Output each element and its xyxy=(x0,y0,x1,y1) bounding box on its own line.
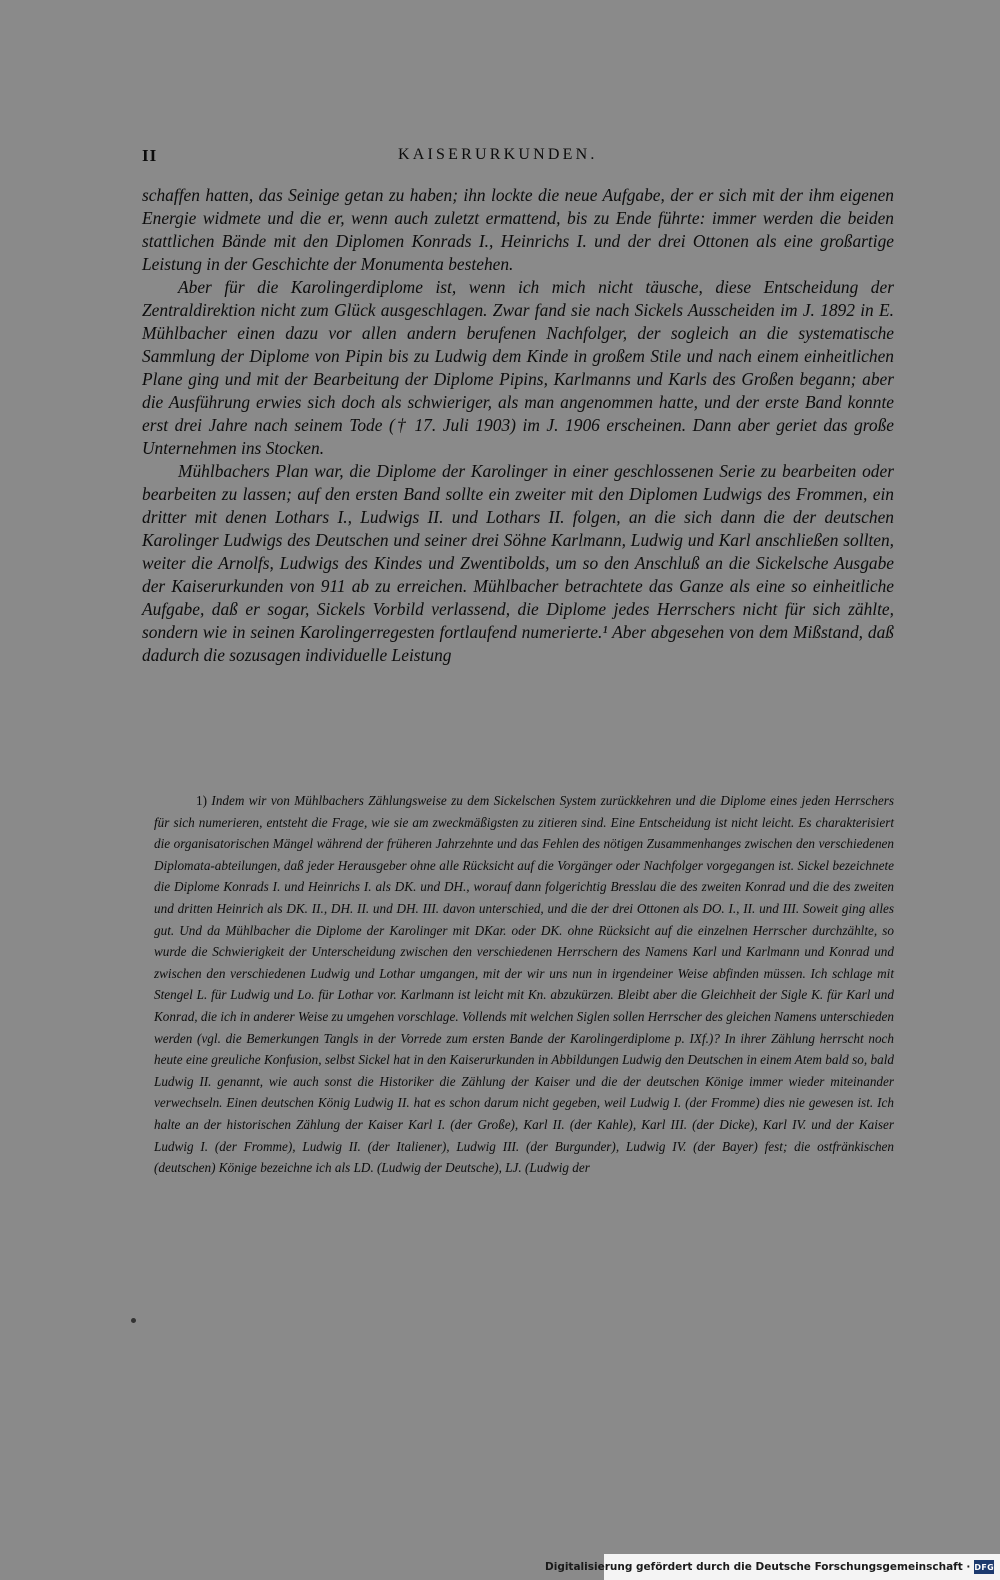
footer-credit: Digitalisierung gefördert durch die Deutsche Forschungsgemeinschaft · xyxy=(545,1561,971,1573)
dfg-logo xyxy=(974,1560,994,1574)
paragraph-2: Aber für die Karolingerdiplome ist, wenn ich mich nicht täusche, diese Entscheidung der Zentraldirektion nicht zum Glück ausgeschlagen. Zwar fand sie nach Sickels Ausscheiden im J. 1892 in E. Mühlbacher einen dazu vor allen andern berufenen Nachfolger, der sogleich an die systematische Sammlung der Diplome von Pipin bis zu Ludwig dem Kinde in großem Stile und nach einem einheitlichen Plane ging und mit der Bearbeitung der Diplome Pipins, Karlmanns und Karls des Großen begann; aber die Ausführung erwies sich doch als schwieriger, als man angenommen hatte, und der erste Band konnte erst drei Jahre nach seinem Tode († 17. Juli 1903) im J. 1906 erscheinen. Dann aber geriet das große Unternehmen ins Stocken. xyxy=(142,277,894,458)
footnotes xyxy=(154,790,894,1179)
paragraph-3: Mühlbachers Plan war, die Diplome der Karolinger in einer geschlossenen Serie zu bearbeiten oder bearbeiten zu lassen; auf den ersten Band sollte ein zweiter mit den Diplomen Ludwigs des Frommen, ein dritter mit denen Lothars I., Ludwigs II. und Lothars II. folgen, an die sich dann die der deutschen Karolinger Ludwigs des Deutschen und seiner drei Söhne Karlmann, Ludwig und Karl anschließen sollten, weiter die Arnolfs, Ludwigs des Kindes und Zwentibolds, um so den Anschluß an die Sickelsche Ausgabe der Kaiserurkunden von 911 ab zu erreichen. Mühlbacher betrachtete das Ganze als eine so einheitliche Aufgabe, daß er sogar, Sickels Vorbild verlassend, die Diplome jedes Herrschers nicht für sich zählte, sondern wie in seinen Karolingerregesten fortlaufend numerierte.¹ Aber abgesehen von dem Mißstand, daß dadurch die sozusagen individuelle Leistung xyxy=(142,461,894,665)
main-text xyxy=(142,184,894,667)
footnote-text: Indem wir von Mühlbachers Zählungsweise zu dem Sickelschen System zurückkehren und die Diplome eines jeden Herrschers für sich numerieren, entsteht die Frage, wie sie am zweckmäßigsten zu zitieren sind. Eine Entscheidung ist nicht leicht. Es charakterisiert die organisatorischen Mängel während der früheren Jahrzehnte und das Fehlen des nötigen Zusammenhanges zwischen den verschiedenen Diplomata-abteilungen, daß jeder Herausgeber ohne alle Rücksicht auf die Vorgänger oder Nachfolger vorgegangen ist. Sickel bezeichnete die Diplome Konrads I. und Heinrichs I. als DK. und DH., worauf dann folgerichtig Bresslau die des zweiten Konrad und die des zweiten und dritten Heinrich als DK. II., DH. II. und DH. III. davon unterschied, und die der drei Ottonen als DO. I., II. und III. Soweit ging alles gut. Und da Mühlbacher die Diplome der Karolinger mit DKar. oder DK. ohne Rücksicht auf die einzelnen Herrscher durchzählte, so wurde die Schwierigkeit der Unterscheidung zwischen den verschiedenen Herrschern des Namens Karl und Karlmann und Konrad und zwischen den verschiedenen Ludwig und Lothar umgangen, mit der wir uns nun in irgendeiner Weise abfinden müssen. Ich schlage mit Stengel L. für Ludwig und Lo. für Lothar vor. Karlmann ist leicht mit Kn. abzukürzen. Bleibt aber die Gleichheit der Sigle K. für Karl und Konrad, die ich in anderer Weise zu umgehen vorschlage. Vollends mit welchen Siglen sollen Herrscher des gleichen Namens unterschieden werden (vgl. die Bemerkungen Tangls in der Vorrede zum ersten Bande der Karolingerdiplome p. IXf.)? In ihrer Zählung herrscht noch heute eine greuliche Konfusion, selbst Sickel hat in den Kaiserurkunden in Abbildungen Ludwig den Deutschen in einem Atem bald so, bald Ludwig II. genannt, wie auch sonst die Historiker die Zählung der Kaiser und die der deutschen Könige immer wieder miteinander verwechseln. Einen deutschen König Ludwig II. hat es schon darum nicht gegeben, weil Ludwig I. (der Fromme) dies nie gewesen ist. Ich halte an der historischen Zählung der Kaiser Karl I. (der Große), Karl II. (der Kahle), Karl III. (der Dicke), Karl IV. und der Kaiser Ludwig I. (der Fromme), Ludwig II. (der Italiener), Ludwig III. (der Burgunder), Ludwig IV. (der Bayer) fest; die ostfränkischen (deutschen) Könige bezeichne ich als LD. (Ludwig der Deutsche), LJ. (Ludwig der xyxy=(154,793,894,1176)
footnote-1 xyxy=(154,790,894,1179)
paragraph-1: schaffen hatten, das Seinige getan zu haben; ihn lockte die neue Aufgabe, der er sich mit der ihm eigenen Energie widmete und die er, wenn auch zuletzt ermattend, bis zu Ende führte: immer werden die beiden stattlichen Bände mit den Diplomen Konrads I., Heinrichs I. und der drei Ottonen als eine großartige Leistung in der Geschichte der Monumenta bestehen. xyxy=(142,185,894,274)
digitization-footer xyxy=(545,1554,1000,1580)
dfg-logo-text: DFG xyxy=(974,1562,994,1572)
margin-mark xyxy=(131,1318,136,1323)
page-number: II xyxy=(142,146,158,165)
running-title: KAISERURKUNDEN. xyxy=(398,146,598,163)
footnote-marker: 1) xyxy=(196,793,207,808)
page-header xyxy=(142,146,894,168)
